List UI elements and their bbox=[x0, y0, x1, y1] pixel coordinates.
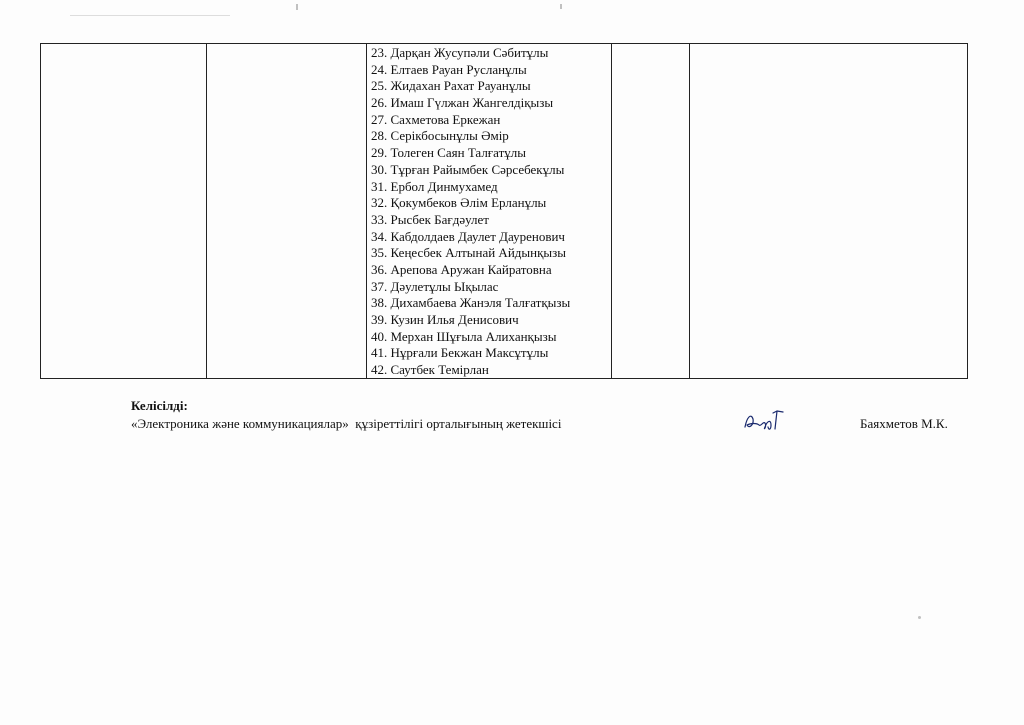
list-item: 29. Толеген Саян Талғатұлы bbox=[371, 145, 526, 161]
student-table bbox=[40, 43, 968, 379]
list-item: 31. Ербол Динмухамед bbox=[371, 178, 498, 194]
list-item: 42. Саутбек Темірлан bbox=[371, 362, 489, 378]
approver-position: «Электроника және коммуникациялар» құзіреттілігі орталығының жетекшісі bbox=[131, 416, 562, 431]
list-item: 24. Елтаев Рауан Русланұлы bbox=[371, 61, 527, 77]
scan-artifact-dot bbox=[296, 4, 298, 10]
list-item: 23. Дарқан Жусупәли Сәбитұлы bbox=[371, 45, 549, 60]
table-column-divider bbox=[366, 44, 367, 378]
list-item: 38. Дихамбаева Жанэля Талғатқызы bbox=[371, 295, 571, 311]
approval-block bbox=[131, 398, 971, 433]
approval-heading: Келісілді: bbox=[131, 398, 188, 413]
list-item: 41. Нұрғали Бекжан Максұтұлы bbox=[371, 345, 549, 361]
signature-image bbox=[741, 405, 791, 435]
list-item: 36. Арепова Аружан Кайратовна bbox=[371, 261, 552, 277]
scan-artifact-dot bbox=[560, 4, 562, 9]
table-column-divider bbox=[206, 44, 207, 378]
list-item: 30. Тұрған Райымбек Сәрсебекұлы bbox=[371, 161, 565, 177]
scan-artifact-dot bbox=[918, 616, 921, 619]
list-item: 28. Серікбосынұлы Әмір bbox=[371, 128, 509, 144]
list-item: 27. Сахметова Еркежан bbox=[371, 111, 501, 127]
list-item: 26. Имаш Гүлжан Жангелдіқызы bbox=[371, 95, 554, 111]
table-column-divider bbox=[689, 44, 690, 378]
approval-row bbox=[131, 415, 971, 433]
list-item: 40. Мерхан Шұғыла Алиханқызы bbox=[371, 328, 557, 344]
list-item: 37. Дәулетұлы Ықылас bbox=[371, 278, 499, 294]
list-item: 39. Кузин Илья Денисович bbox=[371, 312, 519, 327]
list-item: 25. Жидахан Рахат Рауанұлы bbox=[371, 78, 531, 94]
list-item: 33. Рысбек Бағдәулет bbox=[371, 211, 489, 227]
list-item: 32. Қокумбеков Әлім Ерланұлы bbox=[371, 195, 547, 211]
approver-name: Баяхметов М.К. bbox=[860, 416, 948, 431]
list-item: 35. Кеңесбек Алтынай Айдынқызы bbox=[371, 245, 566, 261]
list-item: 34. Кабдолдаев Даулет Дауренович bbox=[371, 228, 565, 244]
table-column-divider bbox=[611, 44, 612, 378]
scan-artifact-line bbox=[70, 15, 230, 16]
student-list bbox=[371, 45, 570, 379]
